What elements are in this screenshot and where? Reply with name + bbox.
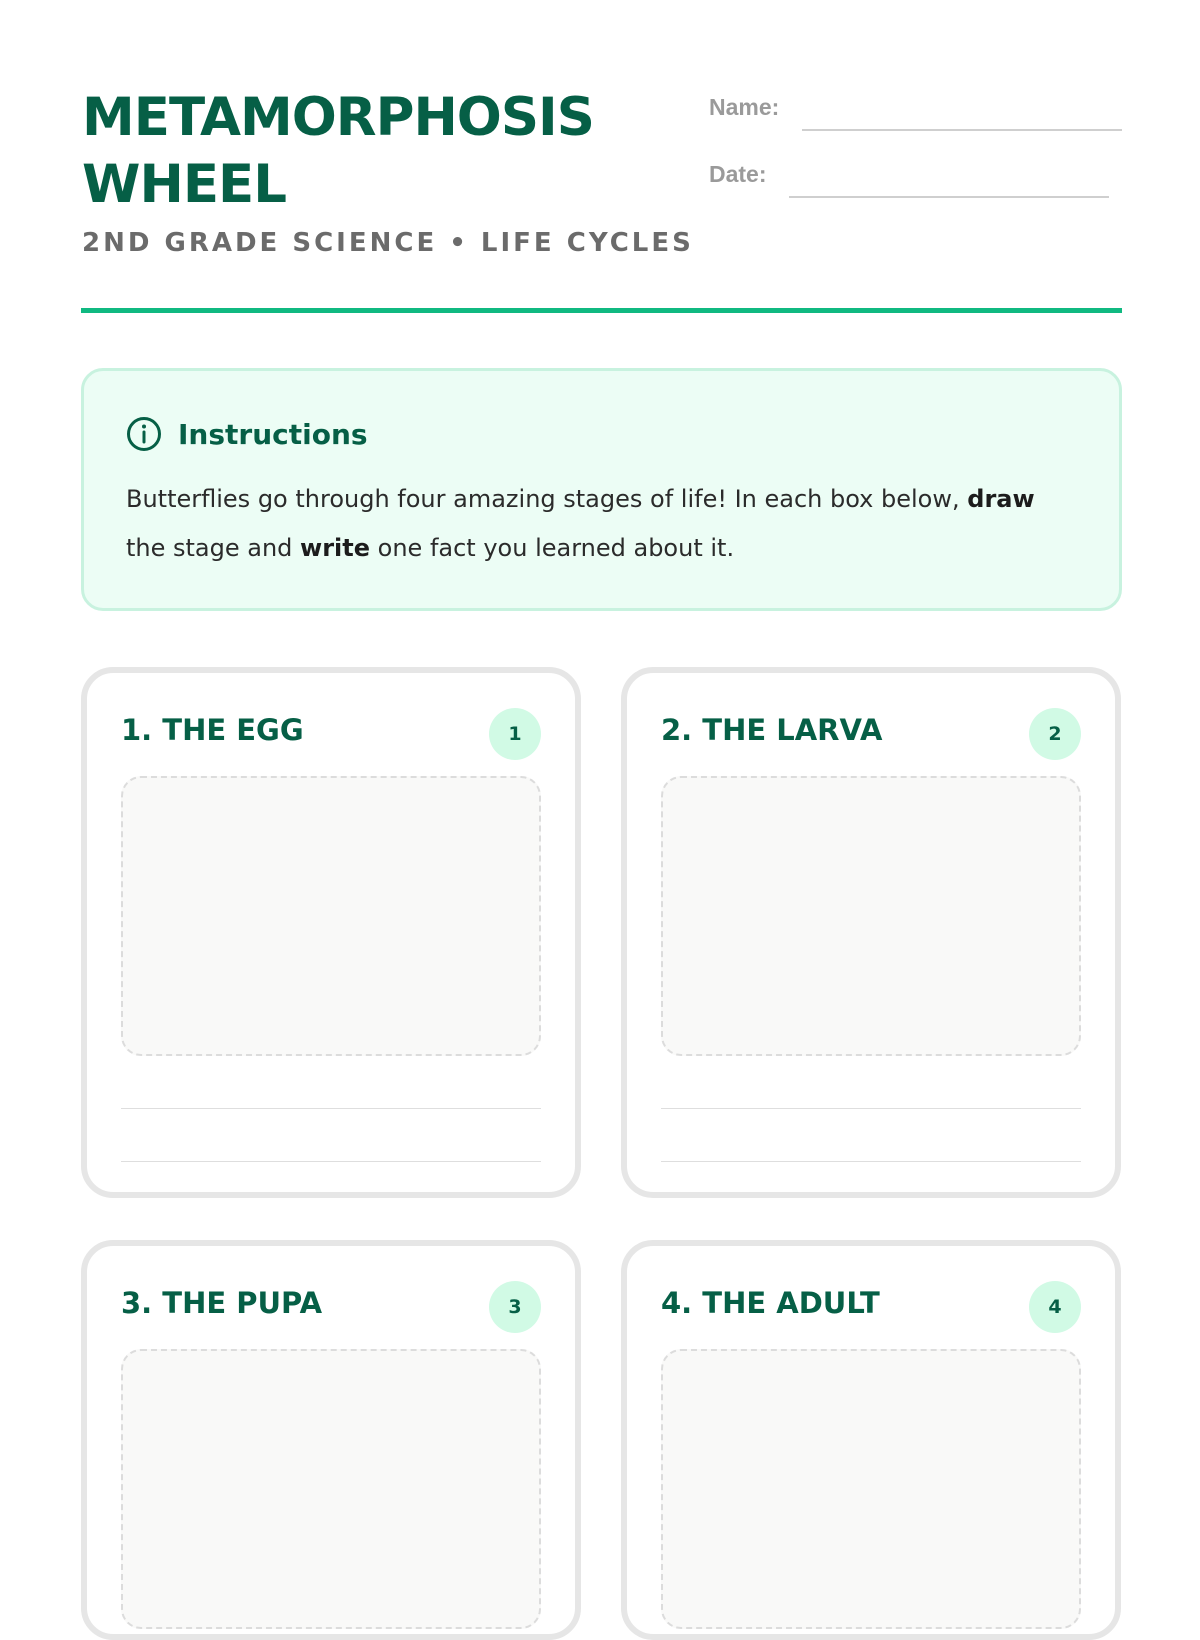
instructions-text-part: Butterflies go through four amazing stages of life! In each box below, (126, 485, 968, 513)
title-line-2: WHEEL (82, 154, 286, 215)
drawing-area[interactable] (661, 776, 1081, 1056)
instructions-header (126, 416, 368, 452)
date-field[interactable] (789, 196, 1109, 198)
writing-line[interactable] (661, 1161, 1081, 1162)
instructions-text-part: the stage and (126, 534, 301, 562)
drawing-area[interactable] (121, 1349, 541, 1629)
drawing-area[interactable] (661, 1349, 1081, 1629)
instructions-bold-write: write (300, 534, 371, 562)
title-line-1: METAMORPHOSIS (82, 87, 594, 148)
stage-card-egg (81, 667, 581, 1198)
writing-line[interactable] (661, 1108, 1081, 1109)
stage-title: 2. THE LARVA (661, 713, 883, 747)
instructions-title: Instructions (178, 417, 368, 451)
writing-line[interactable] (121, 1108, 541, 1109)
name-label: Name: (709, 94, 780, 120)
stage-number-badge: 4 (1029, 1281, 1081, 1333)
header-divider (81, 308, 1122, 313)
stage-number-badge: 1 (489, 708, 541, 760)
page-subtitle: 2ND GRADE SCIENCE • LIFE CYCLES (82, 228, 694, 258)
writing-line[interactable] (121, 1161, 541, 1162)
stage-card-larva (621, 667, 1121, 1198)
name-field[interactable] (802, 129, 1122, 131)
stage-title: 1. THE EGG (121, 713, 304, 747)
stage-card-pupa (81, 1240, 581, 1640)
drawing-area[interactable] (121, 776, 541, 1056)
stage-title: 4. THE ADULT (661, 1286, 880, 1320)
stage-number-badge: 2 (1029, 708, 1081, 760)
page-title (82, 84, 682, 218)
instructions-text-part: one fact you learned about it. (370, 534, 735, 562)
instructions-box (81, 368, 1122, 611)
date-label: Date: (709, 161, 767, 187)
stage-card-adult (621, 1240, 1121, 1640)
info-icon (126, 416, 162, 452)
instructions-bold-draw: draw (967, 485, 1035, 513)
stage-number-badge: 3 (489, 1281, 541, 1333)
instructions-text (126, 475, 1076, 573)
stage-title: 3. THE PUPA (121, 1286, 323, 1320)
